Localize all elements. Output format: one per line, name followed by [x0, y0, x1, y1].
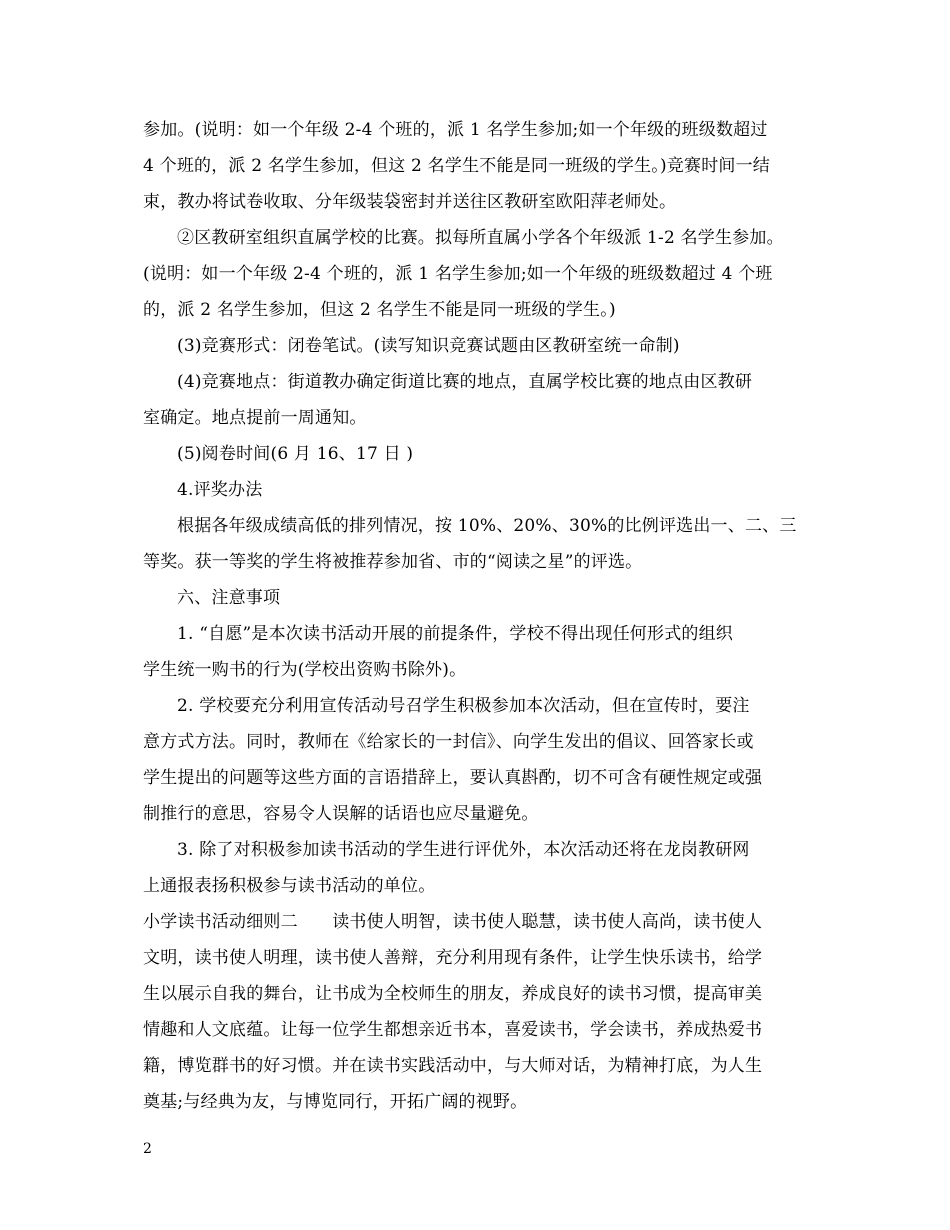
text-line: (5)阅卷时间(6 月 16、17 日 )	[177, 444, 414, 464]
text-line: 学生提出的问题等这些方面的言语措辞上，要认真斟酌，切不可含有硬性规定或强	[143, 768, 763, 788]
text-line: 生以展示自我的舞台，让书成为全校师生的朋友，养成良好的读书习惯，提高审美	[143, 984, 763, 1004]
text-line: 参加。(说明：如一个年级 2-4 个班的，派 1 名学生参加;如一个年级的班级数超过	[143, 120, 768, 140]
text-line: ②区教研室组织直属学校的比赛。拟每所直属小学各个年级派 1-2 名学生参加。	[177, 228, 784, 248]
text-line: 上通报表扬积极参与读书活动的单位。	[143, 876, 436, 896]
text-line: 的，派 2 名学生参加，但这 2 名学生不能是同一班级的学生。)	[143, 300, 616, 320]
text-line: 室确定。地点提前一周通知。	[143, 408, 367, 428]
text-line: 文明，读书使人明理，读书使人善辩，充分利用现有条件，让学生快乐读书，给学	[143, 948, 763, 968]
text-line: 1. “自愿”是本次读书活动开展的前提条件，学校不得出现任何形式的组织	[177, 624, 734, 644]
text-line: (3)竞赛形式：闭卷笔试。(读写知识竞赛试题由区教研室统一命制)	[177, 336, 680, 356]
text-line: (说明：如一个年级 2-4 个班的，派 1 名学生参加;如一个年级的班级数超过 4 个班	[143, 264, 773, 284]
page-number: 2	[143, 1141, 152, 1157]
text-line: 3. 除了对积极参加读书活动的学生进行评优外，本次活动还将在龙岗教研网	[177, 840, 750, 860]
text-line: 学生统一购书的行为(学校出资购书除外)。	[143, 660, 467, 680]
text-line: 制推行的意思，容易令人误解的话语也应尽量避免。	[143, 804, 539, 824]
text-line: 2. 学校要充分利用宣传活动号召学生积极参加本次活动，但在宣传时，要注	[177, 696, 750, 716]
text-line: 情趣和人文底蕴。让每一位学生都想亲近书本，喜爱读书，学会读书，养成热爱书	[143, 1020, 763, 1040]
text-line: 意方式方法。同时，教师在《给家长的一封信》、向学生发出的倡议、回答家长或	[143, 732, 754, 752]
text-line: 籍，博览群书的好习惯。并在读书实践活动中，与大师对话，为精神打底，为人生	[143, 1056, 763, 1076]
text-line: 束，教办将试卷收取、分年级装袋密封并送往区教研室欧阳萍老师处。	[143, 192, 677, 212]
text-line: 奠基;与经典为友，与博览同行，开拓广阔的视野。	[143, 1092, 528, 1112]
text-line: 小学读书活动细则二 读书使人明智，读书使人聪慧，读书使人高尚，读书使人	[143, 912, 763, 932]
text-line: 根据各年级成绩高低的排列情况，按 10%、20%、30%的比例评选出一、二、三	[177, 516, 797, 536]
text-line: 4 个班的，派 2 名学生参加，但这 2 名学生不能是同一班级的学生。)竞赛时间一结	[143, 156, 770, 176]
text-line: (4)竞赛地点：街道教办确定街道比赛的地点，直属学校比赛的地点由区教研	[177, 372, 753, 392]
text-line: 4.评奖办法	[177, 480, 263, 500]
document-body	[143, 112, 813, 1120]
text-line: 六、注意事项	[177, 588, 281, 608]
text-line: 等奖。获一等奖的学生将被推荐参加省、市的“阅读之星”的评选。	[143, 552, 643, 572]
